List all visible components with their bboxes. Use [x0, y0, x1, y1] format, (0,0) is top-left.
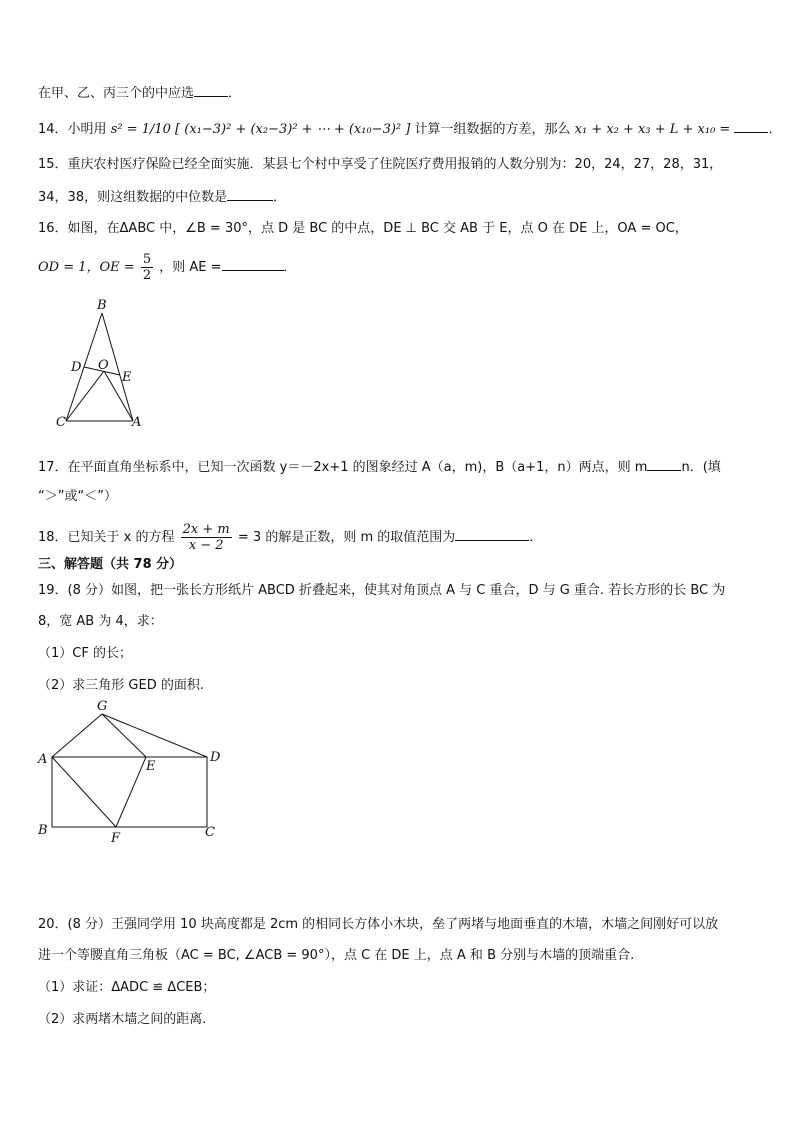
answer-blank[interactable] [647, 458, 681, 471]
label-E: E [146, 759, 156, 774]
answer-blank[interactable] [222, 258, 284, 271]
q20-sub2: （2）求两堵木墙之间的距离. [38, 1012, 207, 1027]
q16-line2: OD = 1，OE = $\frac{5}{2}$ ，则 AE = ． [38, 252, 297, 283]
label-O: O [98, 358, 109, 373]
label-A: A [38, 752, 48, 767]
segment-gd [102, 714, 207, 757]
label-D: D [71, 360, 82, 375]
q13-tail: 在甲、乙、丙三个的中应选 ． [38, 86, 242, 101]
label-C: C [56, 415, 66, 430]
rectangle-abcd [52, 757, 207, 827]
q18-line: 18．已知关于 x 的方程 $\frac{2x + m}{x - 2}$ = 3 的解是正数，则 m 的取值范围为 ． [38, 522, 543, 553]
label-F: F [111, 831, 121, 846]
answer-blank[interactable] [227, 188, 273, 201]
q15-line1: 15．重庆农村医疗保险已经全面实施．某县七个村中享受了住院医疗费用报销的人数分别为：20，24，27，28，31， [38, 157, 723, 172]
q20-sub1: （1）求证：ΔADC ≌ ΔCEB； [38, 980, 216, 995]
q19-sub2: （2）求三角形 GED 的面积. [38, 678, 204, 693]
q17-line1: 17．在平面直角坐标系中，已知一次函数 y＝－2x+1 的图象经过 A（a，m)，B（a+1，n）两点，则 m n．(填 [38, 460, 721, 475]
label-A: A [132, 415, 142, 430]
label-B: B [97, 298, 107, 313]
answer-blank[interactable] [194, 84, 228, 97]
answer-blank[interactable] [455, 528, 529, 541]
segment-oc [66, 371, 104, 421]
q17-line2: “＞”或“＜”） [38, 489, 117, 504]
label-D: D [210, 750, 221, 765]
answer-blank[interactable] [734, 120, 768, 133]
q16-line1: 16．如图，在ΔABC 中，∠B = 30°，点 D 是 BC 的中点，DE ⊥ BC 交 AB 于 E，点 O 在 DE 上，OA = OC， [38, 221, 688, 236]
segment-af [52, 757, 116, 827]
q20-line2: 进一个等腰直角三角板（AC = BC, ∠ACB = 90°），点 C 在 DE 上，点 A 和 B 分别与木墙的顶端重合. [38, 948, 635, 963]
label-G: G [97, 699, 108, 714]
segment-ag [52, 714, 102, 757]
segment-ge [102, 714, 146, 757]
section-heading: 三、解答题（共 78 分） [38, 557, 183, 572]
label-E: E [122, 370, 132, 385]
q14-line: 14．小明用 s² = 1/10 [ (x₁−3)² + (x₂−3)² + ⋯ + (x₁₀−3)² ] 计算一组数据的方差，那么 x₁ + x₂ + x₃ + L + x₁₀ = ． [38, 122, 782, 137]
q15-line2: 34，38，则这组数据的中位数是 ． [38, 190, 287, 205]
fraction: $\frac{5}{2}$ [142, 252, 152, 283]
sum-expression: x₁ + x₂ + x₃ + L + x₁₀ = [574, 122, 731, 137]
figure-triangle-abc [52, 295, 162, 435]
label-B: B [38, 823, 48, 838]
q19-line1: 19．(8 分）如图，把一张长方形纸片 ABCD 折叠起来，使其对角顶点 A 与 C 重合，D 与 G 重合. 若长方形的长 BC 为 [38, 583, 726, 598]
q19-sub1: （1）CF 的长； [38, 646, 132, 661]
variance-formula: s² = 1/10 [ (x₁−3)² + (x₂−3)² + ⋯ + (x₁₀−3)² ] [110, 122, 411, 137]
q20-line1: 20．(8 分）王强同学用 10 块高度都是 2cm 的相同长方体小木块，垒了两堵与地面垂直的木墙，木墙之间刚好可以放 [38, 917, 719, 932]
label-C: C [205, 825, 215, 840]
q19-line2: 8，宽 AB 为 4，求： [38, 614, 163, 629]
figure-folded-rectangle [30, 697, 230, 847]
fraction: $\frac{2x + m}{x - 2}$ [182, 522, 230, 553]
segment-ef [116, 757, 146, 827]
